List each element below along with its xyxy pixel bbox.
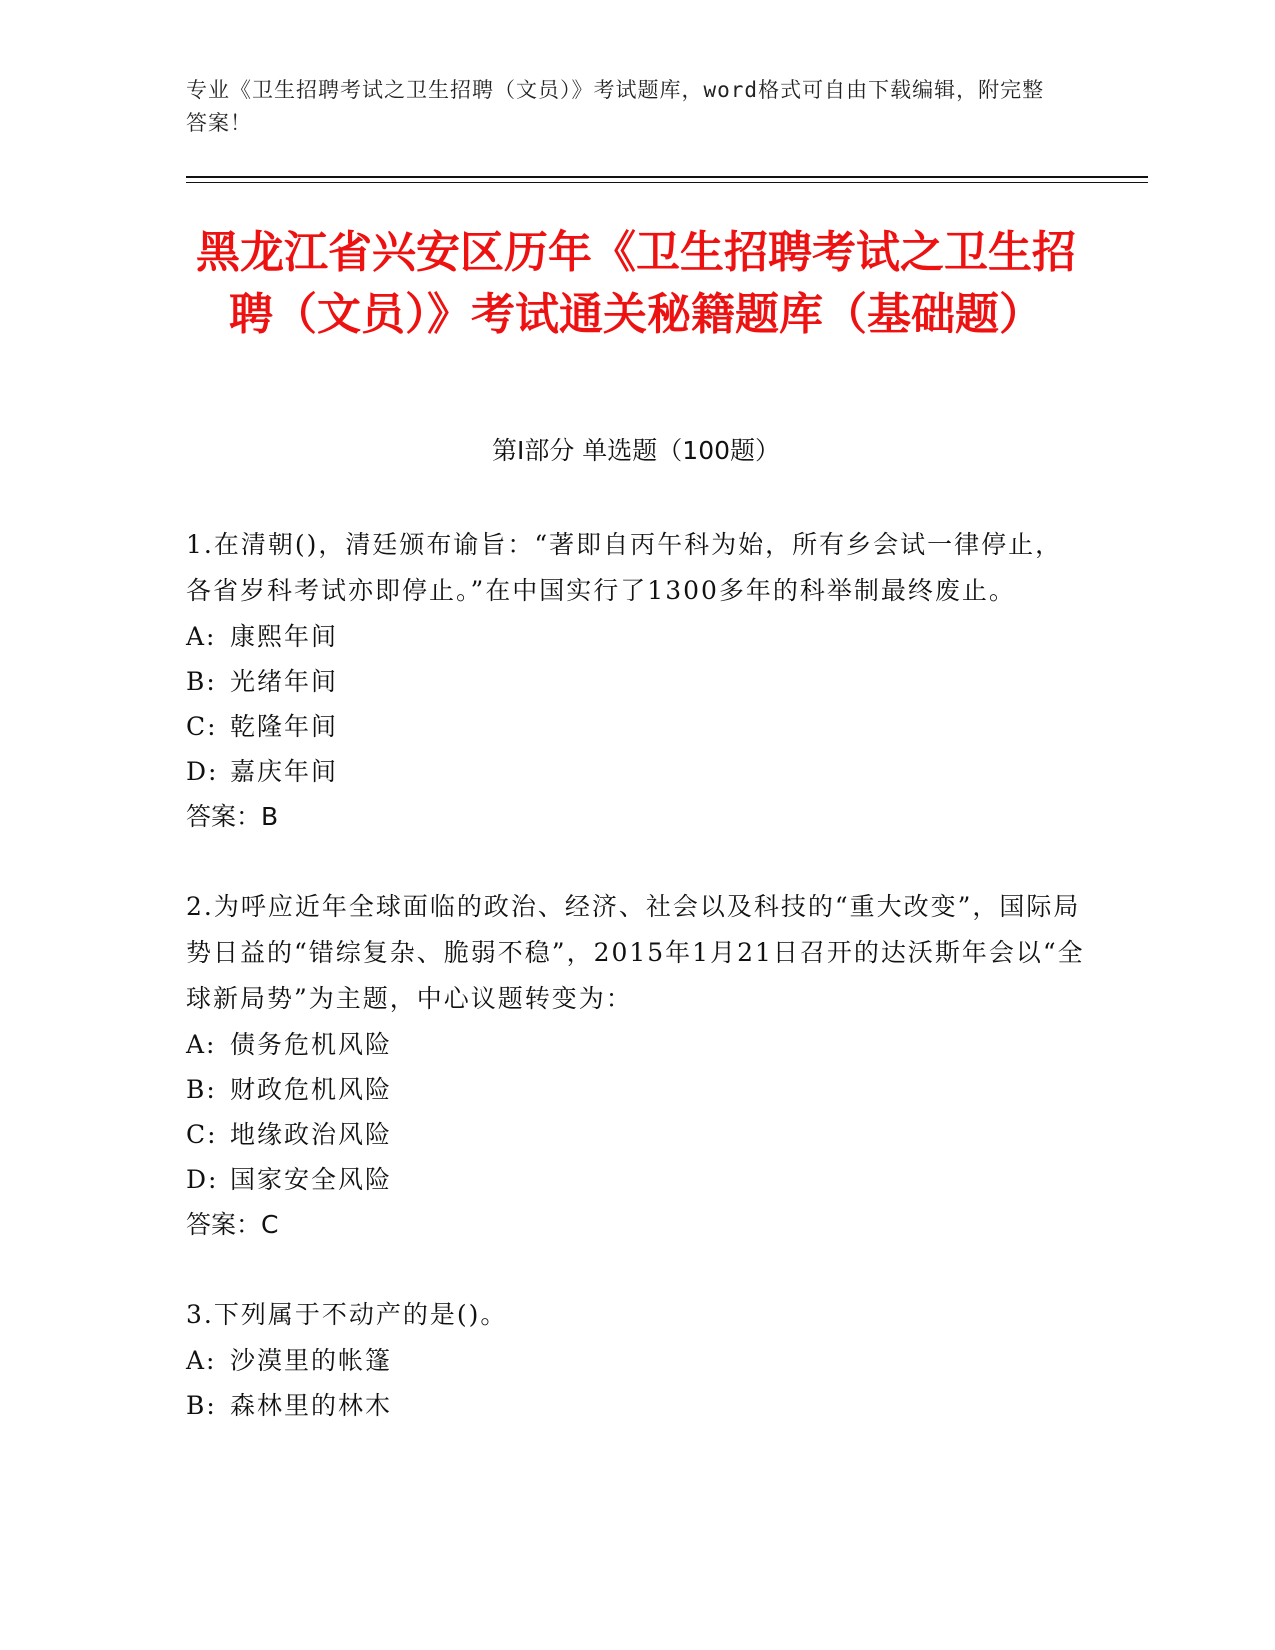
option-text: 债务危机风险	[230, 1030, 393, 1059]
option-key: D:	[186, 757, 219, 786]
header-divider-thin	[186, 182, 1148, 183]
option-text: 光绪年间	[230, 667, 339, 696]
option-d	[186, 1157, 1086, 1202]
question-stem: 3.下列属于不动产的是()。	[186, 1300, 508, 1329]
option-key: C:	[186, 712, 218, 741]
option-key: B:	[186, 667, 217, 696]
option-key: A:	[186, 1030, 217, 1059]
header-note: 专业《卫生招聘考试之卫生招聘（文员）》考试题库，word格式可自由下载编辑，附完整答案！	[186, 78, 1045, 135]
option-key: A:	[186, 1346, 217, 1375]
option-text: 康熙年间	[230, 622, 339, 651]
option-a	[186, 1338, 1086, 1383]
option-a	[186, 1022, 1086, 1067]
option-text: 财政危机风险	[230, 1075, 393, 1104]
answer-line: 答案：C	[186, 1210, 279, 1239]
question-list	[186, 522, 1086, 1472]
option-b	[186, 1383, 1086, 1428]
option-c	[186, 704, 1086, 749]
header-divider-thick	[186, 176, 1148, 178]
question-2	[186, 884, 1086, 1248]
option-text: 乾隆年间	[230, 712, 339, 741]
document-title: 黑龙江省兴安区历年《卫生招聘考试之卫生招聘（文员）》考试通关秘籍题库（基础题）	[196, 227, 1076, 340]
option-a	[186, 614, 1086, 659]
option-key: D:	[186, 1165, 219, 1194]
option-c	[186, 1112, 1086, 1157]
option-key: C:	[186, 1120, 218, 1149]
option-text: 森林里的林木	[230, 1391, 393, 1420]
question-1	[186, 522, 1086, 840]
answer-line: 答案：B	[186, 802, 279, 831]
option-b	[186, 659, 1086, 704]
option-b	[186, 1067, 1086, 1112]
option-key: B:	[186, 1075, 217, 1104]
option-text: 国家安全风险	[230, 1165, 393, 1194]
option-text: 沙漠里的帐篷	[230, 1346, 393, 1375]
question-stem: 1.在清朝()，清廷颁布谕旨：“著即自丙午科为始，所有乡会试一律停止，各省岁科考试亦即停止。”在中国实行了1300多年的科举制最终废止。	[186, 530, 1063, 605]
option-key: A:	[186, 622, 217, 651]
option-d	[186, 749, 1086, 794]
option-key: B:	[186, 1391, 217, 1420]
option-text: 嘉庆年间	[230, 757, 339, 786]
section-title: 第Ⅰ部分 单选题（100题）	[491, 436, 781, 465]
option-text: 地缘政治风险	[230, 1120, 393, 1149]
question-3	[186, 1292, 1086, 1428]
question-stem: 2.为呼应近年全球面临的政治、经济、社会以及科技的“重大改变”，国际局势日益的“错综复杂、脆弱不稳”，2015年1月21日召开的达沃斯年会以“全球新局势”为主题，中心议题转变为：	[186, 892, 1085, 1013]
